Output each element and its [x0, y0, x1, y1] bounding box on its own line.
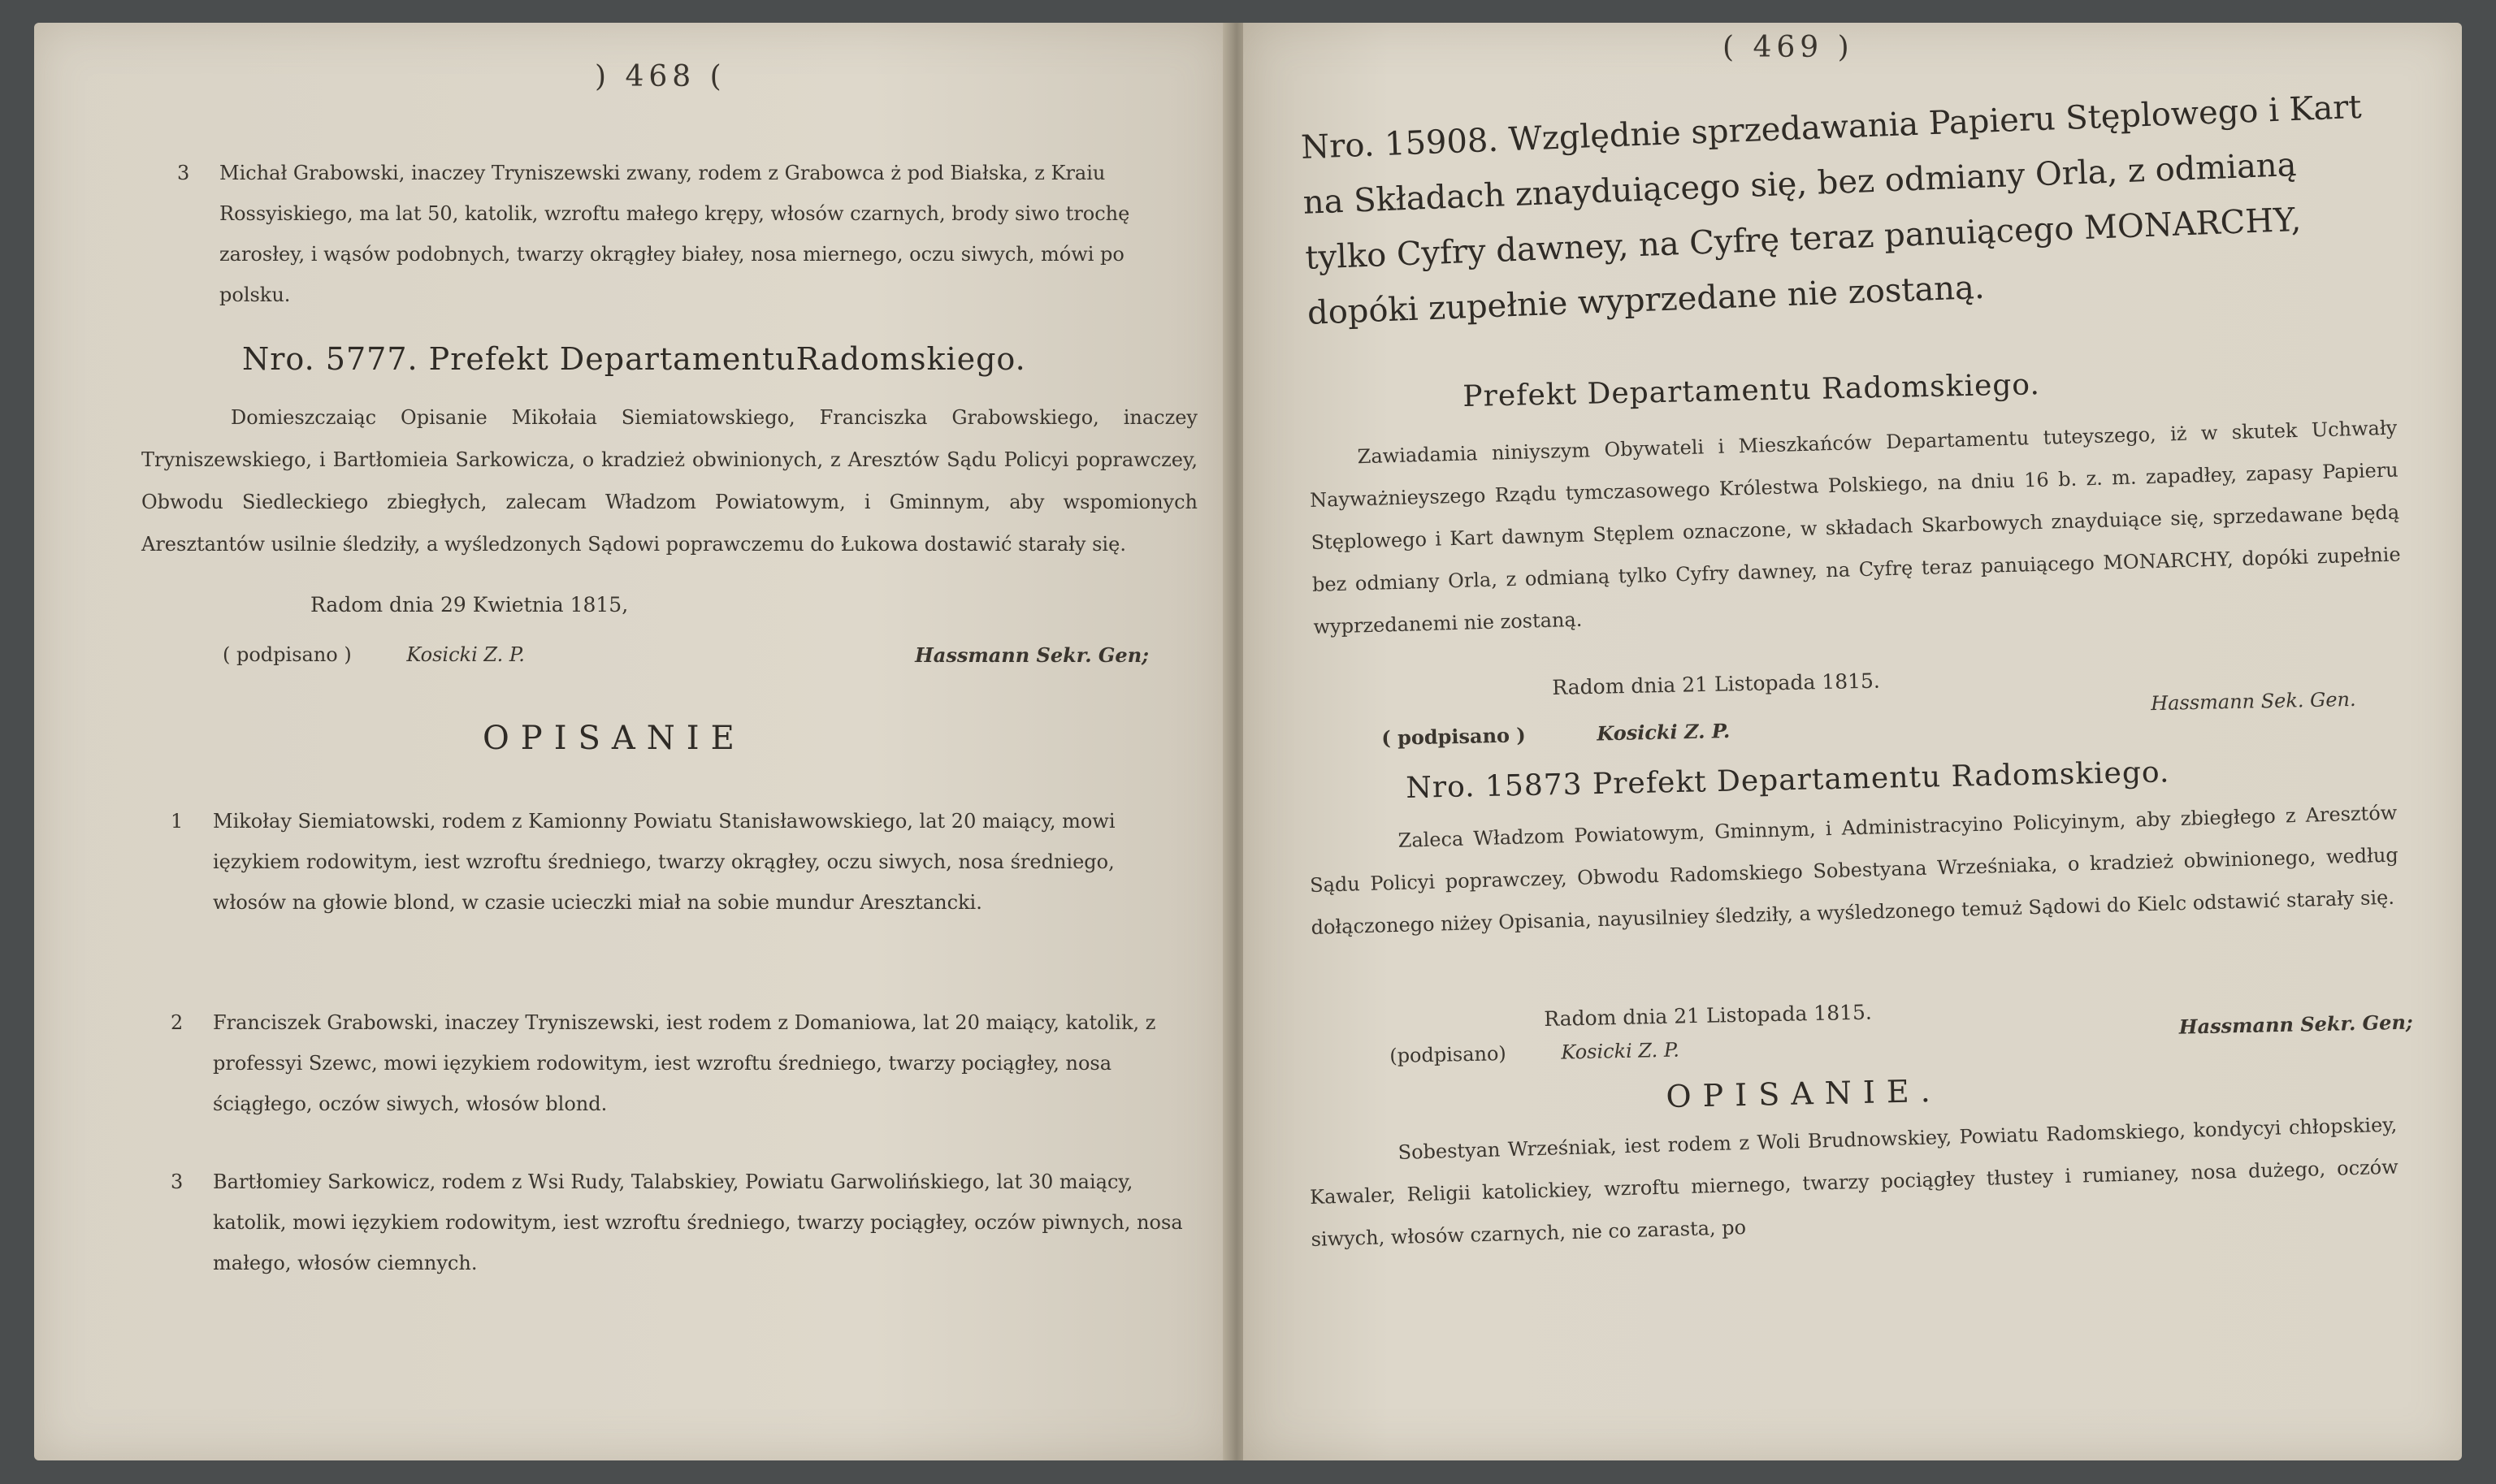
description-wrzesniak: Sobestyan Wrześniak, iest rodem z Woli Brudnowskiey, Powiatu Radomskiego, kondycyi chłopskiey, Kawaler, Religii katolickiey, wzroftu miernego, twarzy pociągłey tłustey i rumianey, nosa dużego, oczów siwych, włosów czarnych, nie co zarasta, po [1309, 1113, 2399, 1251]
heading-nro-5777: Nro. 5777. Prefekt DepartamentuRadomskiego. [242, 341, 1026, 377]
entry-text: Mikołay Siemiatowski, rodem z Kamionny Powiatu Stanisławowskiego, lat 20 maiący, mowi ięzykiem rodowitym, iest wzroftu średniego, twarzy okrągłey, oczu siwych, nosa średniego, włosów na głowie blond, w czasie ucieczki miał na sobie mundur Aresztancki. [213, 810, 1116, 914]
signer-hassmann: Hassmann Sekr. Gen; [2178, 1010, 2413, 1039]
entry-text: Franciszek Grabowski, inaczey Tryniszewski, iest rodem z Domaniowa, lat 20 maiący, katolik, z professyi Szewc, mowi ięzykiem rodowitym, iest wzroftu średniego, twarzy pociągłey, nosa ściągłego, oczów siwych, włosów blond. [213, 1011, 1156, 1115]
entry-2-grabowski [171, 1002, 1188, 1124]
entry-number: 2 [171, 1011, 184, 1034]
heading-prefekt-radomski: Prefekt Departamentu Radomskiego. [1462, 368, 2041, 413]
opisanie-heading-right: OPISANIE. [1666, 1072, 1943, 1114]
signed-label: ( podpisano ) [223, 643, 352, 666]
signer-kosicki: Kosicki Z. P. [1561, 1038, 1680, 1064]
signature-line-left [223, 643, 1149, 666]
entry-number: 1 [171, 810, 184, 833]
right-page [1243, 23, 2462, 1460]
entry-text: Bartłomiey Sarkowicz, rodem z Wsi Rudy, Talabskiey, Powiatu Garwolińskiego, lat 30 maiący, katolik, mowi ięzykiem rodowitym, iest wzroftu średniego, twarzy pociągłey, oczów piwnych, nosa małego, włosów ciemnych. [213, 1170, 1183, 1274]
entry-number: 3 [177, 162, 190, 184]
entry-3-sarkowicz [171, 1162, 1188, 1283]
decree-body-left: Domieszczaiąc Opisanie Mikołaia Siemiatowskiego, Franciszka Grabowskiego, inaczey Tryniszewskiego, i Bartłomieia Sarkowicza, o kradzież obwinionych, z Aresztów Sądu Policyi poprawczey, Obwodu Siedleckiego zbiegłych, zalecam Władzom Powiatowym, i Gminnym, aby wspomionych Aresztantów usilnie śledziły, a wyśledzonych Sądowi poprawczemu do Łukowa dostawić starały się. [141, 406, 1198, 556]
signer-hassmann: Hassmann Sekr. Gen; [915, 643, 1149, 667]
signed-label: ( podpisano ) [1381, 723, 1526, 750]
entry-text: Michał Grabowski, inaczey Tryniszewski zwany, rodem z Grabowca ż pod Białska, z Kraiu Rossyiskiego, ma lat 50, katolik, wzroftu małego krępy, włosów czarnych, brody siwo trochę zarosłey, i wąsów podobnych, twarzy okrągłey białey, nosa miernego, oczu siwych, mówi po polsku. [219, 162, 1130, 306]
date-left: Radom dnia 29 Kwietnia 1815, [310, 593, 629, 617]
left-page [34, 23, 1228, 1460]
signer-kosicki: Kosicki Z. P. [406, 643, 525, 666]
entry-number: 3 [171, 1170, 184, 1193]
decree-body-15908: Zawiadamia niniyszym Obywateli i Mieszkańców Departamentu tuteyszego, iż w skutek Uchwały Nayważnieyszego Rządu tymczasowego Królestwa Polskiego, na dniu 16 b. z. m. zapadłey, zapasy Papieru Stęplowego i Kart dawnym Stęplem oznaczone, w składach Skarbowych znayduiące się, sprzedawane będą bez odmiany Orla, z odmianą tylko Cyfry dawney, na Cyfrę teraz panuiącego MONARCHY, dopóki zupełnie wyprzedanemi nie zostaną. [1309, 416, 2401, 638]
entry-1-siemiatowski [171, 801, 1188, 923]
decree-body-15873: Zaleca Władzom Powiatowym, Gminnym, i Administracyino Policyinym, aby zbiegłego z Aresztów Sądu Policyi poprawczey, Obwodu Radomskiego Sobestyana Wrześniaka, o kradzież obwinionego, według dołączonego niżey Opisania, nayusilniey śledziły, a wyśledzonego temuż Sądowi do Kielc odstawić starały się. [1309, 801, 2399, 939]
opisanie-heading-left: OPISANIE [483, 720, 746, 757]
page-number-right: ( 469 ) [1722, 31, 1854, 64]
signer-hassmann: Hassmann Sek. Gen. [2150, 687, 2356, 716]
page-number-left: ) 468 ( [595, 60, 726, 93]
signed-label: (podpisano) [1389, 1041, 1507, 1067]
date-right-1: Radom dnia 21 Listopada 1815. [1552, 668, 1881, 699]
heading-nro-15873: Nro. 15873 Prefekt Departamentu Radomskiego. [1406, 755, 2170, 805]
signer-kosicki: Kosicki Z. P. [1597, 719, 1731, 746]
decree-title-nro-15908: Nro. 15908. Względnie sprzedawania Papieru Stęplowego i Kart na Składach znayduiącego się, bez odmiany Orla, z odmianą tylko Cyfry dawney, na Cyfrę teraz panuiącego MONARCHY, dopóki zupełnie wyprzedane nie zostaną. [1300, 88, 2363, 332]
entry-michal-grabowski [177, 153, 1194, 315]
date-right-2: Radom dnia 21 Listopada 1815. [1544, 1000, 1873, 1031]
signature-line-right-1 [1381, 687, 2356, 750]
